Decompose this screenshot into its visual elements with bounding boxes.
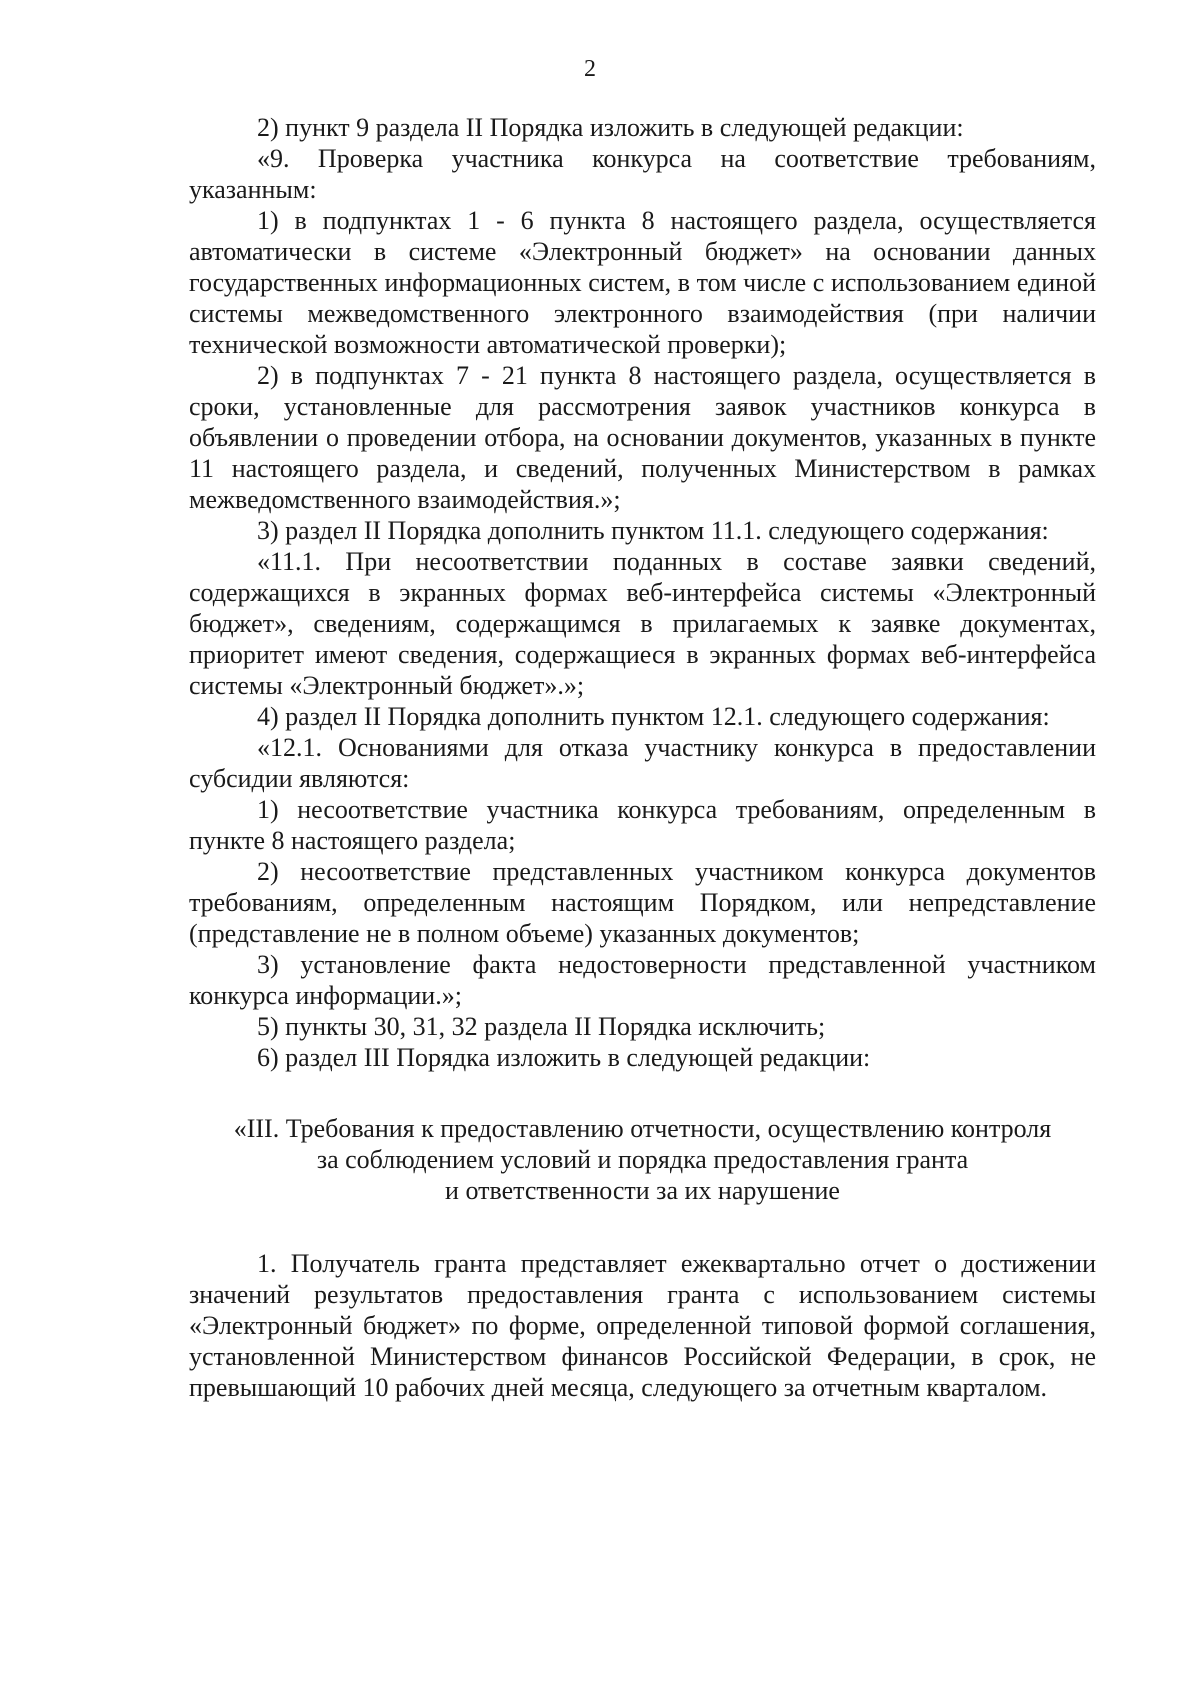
page-number: 2 — [584, 56, 596, 82]
section-heading-line-2: за соблюдением условий и порядка предоставления гранта — [316, 1145, 969, 1174]
paragraph-subitem-1: 1) в подпунктах 1 - 6 пункта 8 настоящего раздела, осуществляется автоматически в системе «Электронный бюджет» на основании данных государственных информационных систем, в том числе с использованием единой системы межведомственного электронного взаимодействия (при наличии технической возможности автоматической проверки); — [189, 206, 1096, 359]
paragraph-point-11-1: «11.1. При несоответствии поданных в составе заявки сведений, содержащихся в экранных формах веб-интерфейса системы «Электронный бюджет», сведениям, содержащимся в прилагаемых к заявке документах, приоритет имеют сведения, содержащиеся в экранных формах веб-интерфейса системы «Электронный бюджет».»; — [189, 547, 1096, 700]
paragraph-refusal-reason-3: 3) установление факта недостоверности представленной участником конкурса информации.»; — [189, 950, 1096, 1010]
section-heading — [189, 1113, 1096, 1206]
paragraph-refusal-reason-2: 2) несоответствие представленных участником конкурса документов требованиям, определенным настоящим Порядком, или непредставление (представление не в полном объеме) указанных документов; — [189, 857, 1096, 948]
section-heading-line-1: «III. Требования к предоставлению отчетности, осуществлению контроля — [233, 1114, 1052, 1143]
paragraph-point-12-1: «12.1. Основаниями для отказа участнику конкурса в предоставлении субсидии являются: — [189, 733, 1096, 793]
paragraph-refusal-reason-1: 1) несоответствие участника конкурса требованиям, определенным в пункте 8 настоящего раздела; — [189, 795, 1096, 855]
section-heading-line-3: и ответственности за их нарушение — [445, 1176, 840, 1205]
paragraph-item-5: 5) пункты 30, 31, 32 раздела II Порядка исключить; — [257, 1012, 826, 1041]
document-body — [189, 112, 1096, 1403]
paragraph-item-2: 2) пункт 9 раздела II Порядка изложить в следующей редакции: — [257, 113, 964, 142]
paragraph-report-requirement: 1. Получатель гранта представляет ежеквартально отчет о достижении значений результатов предоставления гранта с использованием системы «Электронный бюджет» по форме, определенной типовой формой соглашения, установленной Министерством финансов Российской Федерации, в срок, не превышающий 10 рабочих дней месяца, следующего за отчетным кварталом. — [189, 1249, 1096, 1402]
paragraph-point-9: «9. Проверка участника конкурса на соответствие требованиям, указанным: — [189, 144, 1096, 204]
paragraph-item-4: 4) раздел II Порядка дополнить пунктом 12.1. следующего содержания: — [257, 702, 1050, 731]
paragraph-item-6: 6) раздел III Порядка изложить в следующей редакции: — [257, 1043, 871, 1072]
paragraph-subitem-2: 2) в подпунктах 7 - 21 пункта 8 настоящего раздела, осуществляется в сроки, установленные для рассмотрения заявок участников конкурса в объявлении о проведении отбора, на основании документов, указанных в пункте 11 настоящего раздела, и сведений, полученных Министерством в рамках межведомственного взаимодействия.»; — [189, 361, 1096, 514]
paragraph-item-3: 3) раздел II Порядка дополнить пунктом 11.1. следующего содержания: — [257, 516, 1049, 545]
